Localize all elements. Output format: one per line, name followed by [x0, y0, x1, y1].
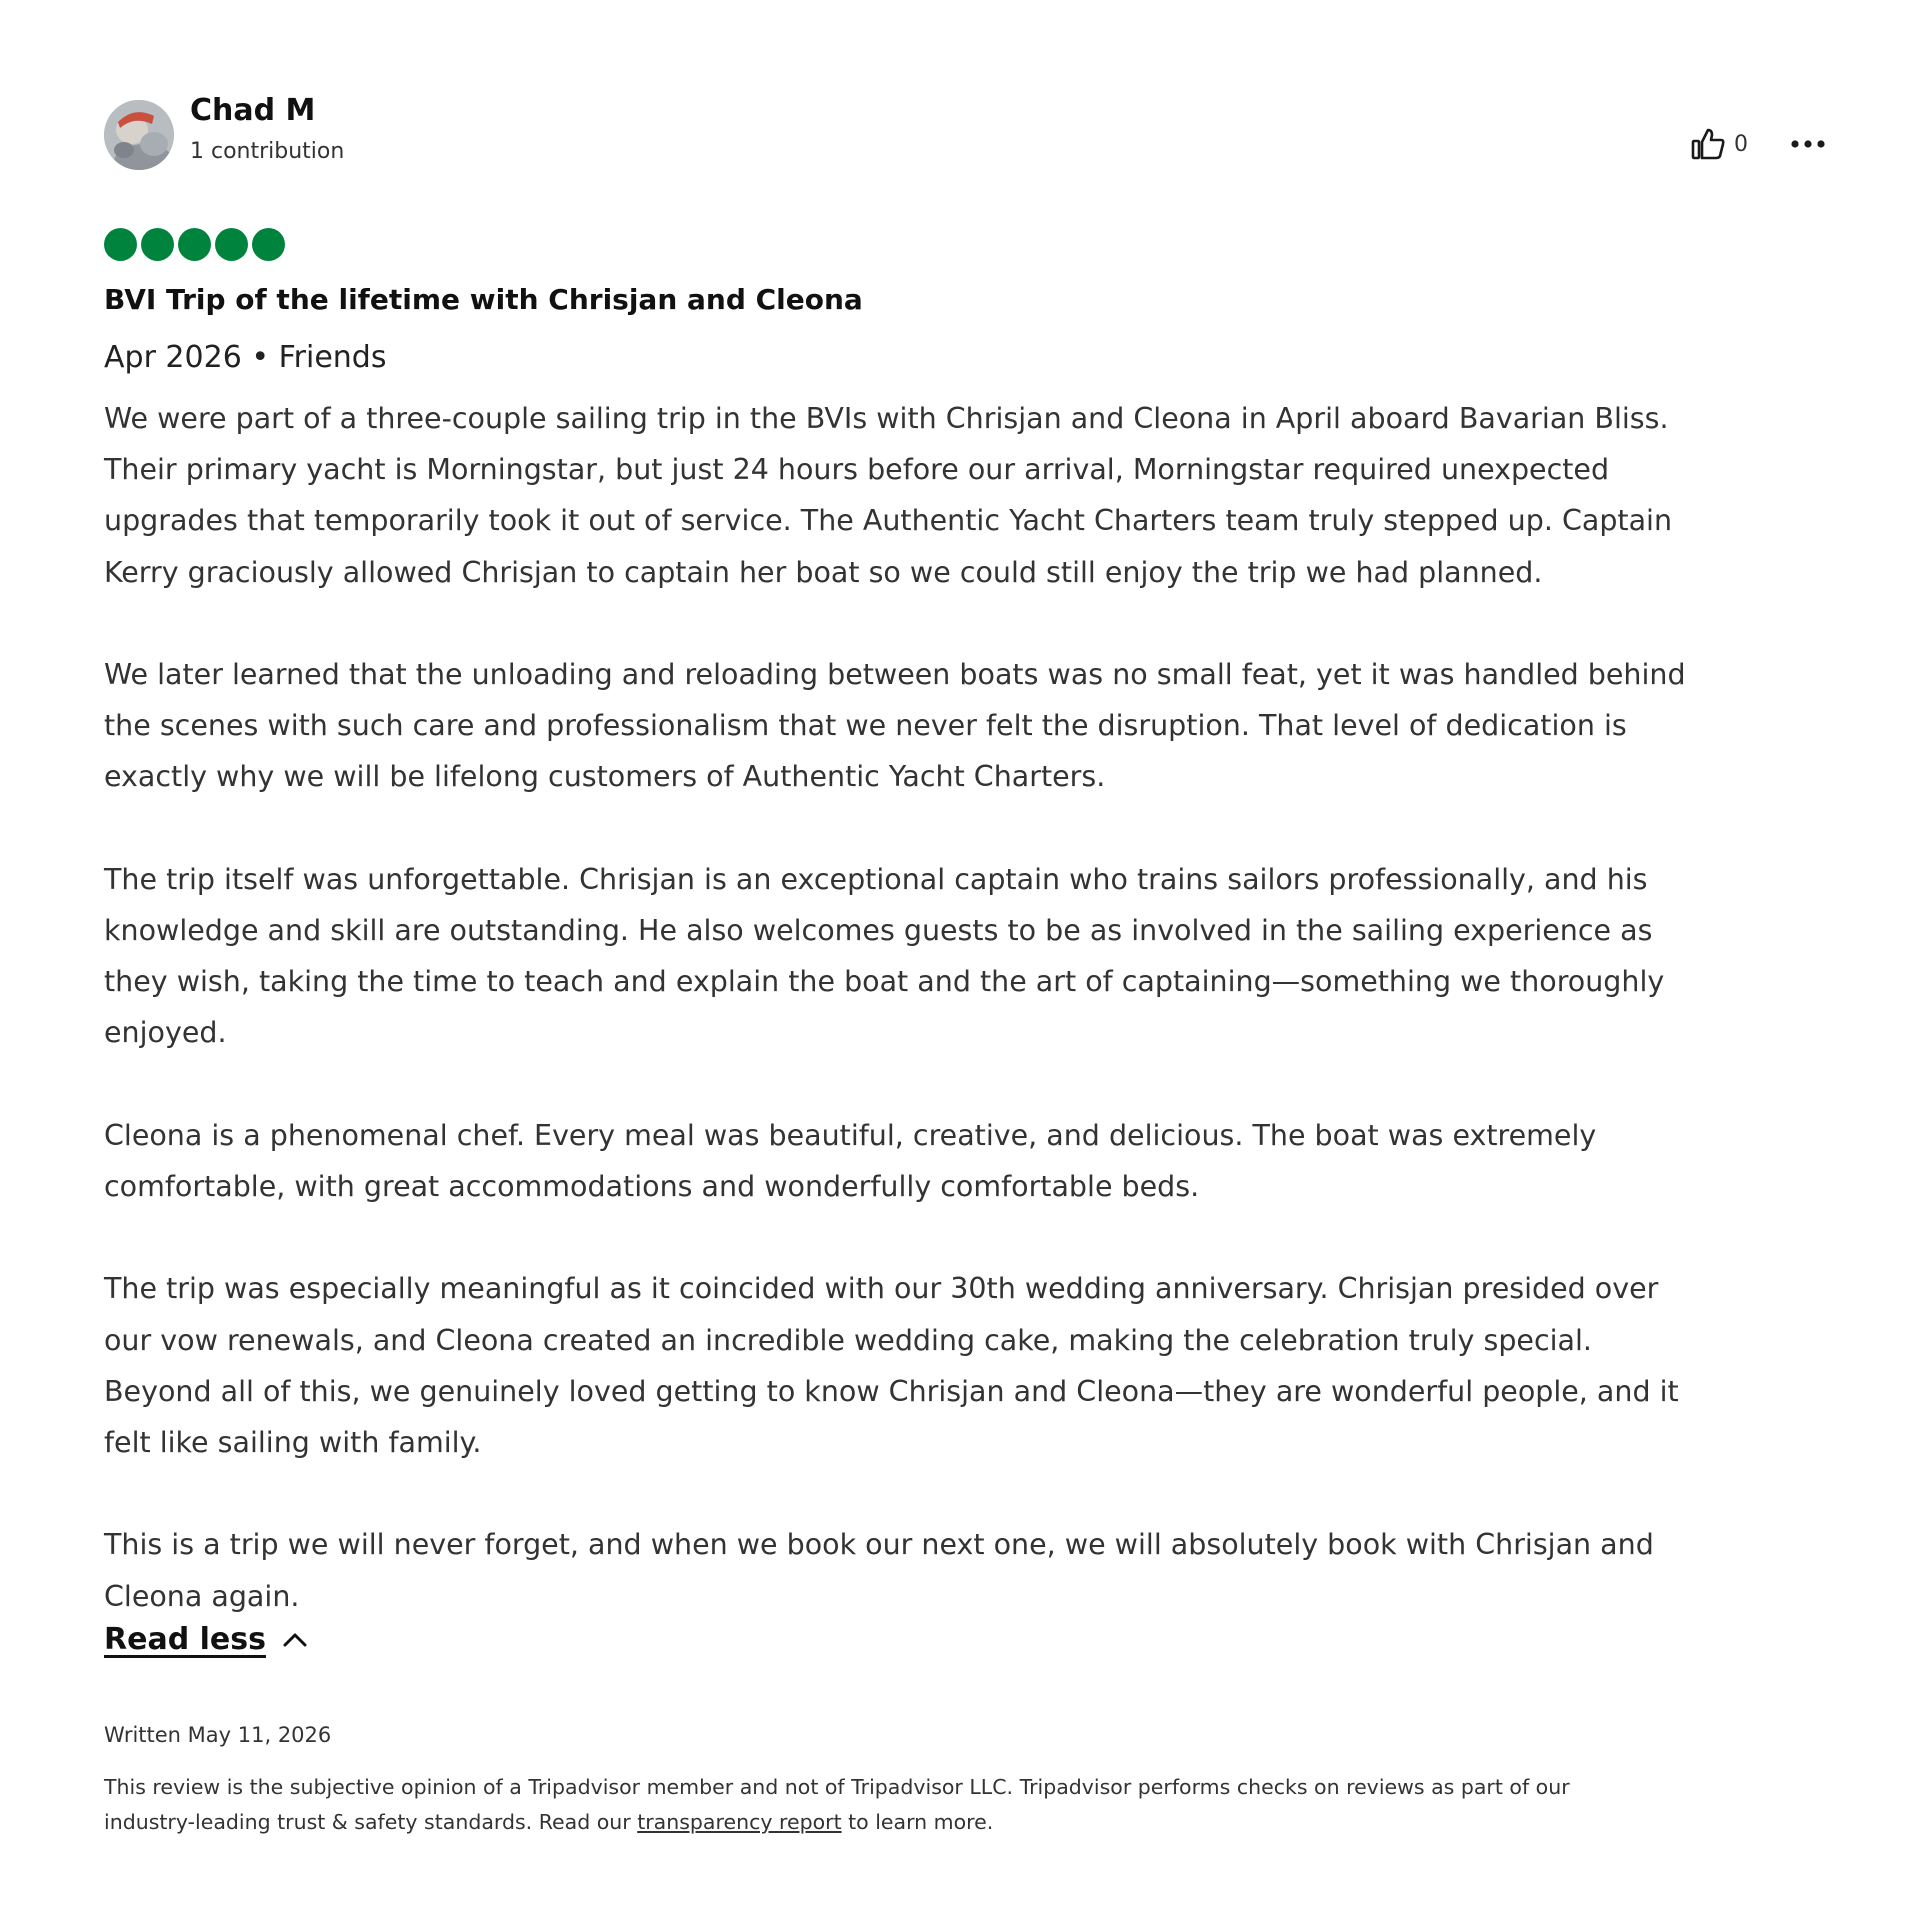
review-line: enjoyed. [104, 1016, 227, 1050]
review-paragraph [104, 1519, 1844, 1621]
review-line: We later learned that the unloading and reloading between boats was no small feat, yet it was handled behind [104, 658, 1686, 691]
disclaimer-line [104, 1805, 1824, 1840]
review-header [104, 92, 1826, 182]
thumbs-up-icon [1690, 126, 1726, 162]
review-paragraph [104, 649, 1844, 803]
review-line: This is a trip we will never forget, and when we book our next one, we will absolutely book with Chrisjan and [104, 1528, 1654, 1562]
review-paragraph [104, 1263, 1844, 1468]
author-name[interactable]: Chad M [190, 93, 316, 128]
read-less-label: Read less [104, 1622, 266, 1657]
review-paragraph [104, 1110, 1844, 1212]
review-line: The trip itself was unforgettable. Chrisjan is an exceptional captain who trains sailors professionally, and his [104, 862, 1648, 896]
review-disclaimer [104, 1770, 1824, 1840]
review-line: comfortable, with great accommodations and wonderfully comfortable beds. [104, 1170, 1200, 1203]
more-options-button[interactable] [1788, 124, 1828, 164]
author-contributions: 1 contribution [190, 139, 345, 164]
helpful-count: 0 [1734, 131, 1748, 157]
helpful-vote-button[interactable] [1690, 124, 1748, 164]
review-line: Beyond all of this, we genuinely loved getting to know Chrisjan and Cleona—they are wonderful people, and it [104, 1374, 1679, 1408]
more-options-icon [1790, 139, 1826, 149]
chevron-up-icon [282, 1632, 308, 1648]
review-line: We were part of a three-couple sailing trip in the BVIs with Chrisjan and Cleona in April aboard Bavarian Bliss. [104, 402, 1669, 435]
review-line: our vow renewals, and Cleona created an incredible wedding cake, making the celebration truly special. [104, 1323, 1592, 1357]
review-paragraph [104, 393, 1844, 598]
avatar[interactable] [104, 100, 174, 170]
review-meta [104, 338, 386, 378]
rating-bubble [252, 228, 285, 261]
review-line: exactly why we will be lifelong customers of Authentic Yacht Charters. [104, 760, 1106, 794]
rating-bubble [141, 228, 174, 261]
review-line: felt like sailing with family. [104, 1426, 482, 1459]
disclaimer-text: to learn more. [841, 1810, 994, 1834]
review-paragraph [104, 854, 1844, 1059]
disclaimer-line: This review is the subjective opinion of a Tripadvisor member and not of Tripadvisor LLC. Tripadvisor performs checks on reviews as part of our [104, 1775, 1570, 1799]
review-line: knowledge and skill are outstanding. He also welcomes guests to be as involved in the sailing experience as [104, 914, 1653, 947]
review-line: Cleona is a phenomenal chef. Every meal was beautiful, creative, and delicious. The boat was extremely [104, 1118, 1597, 1152]
review-title: BVI Trip of the lifetime with Chrisjan and Cleona [104, 283, 863, 316]
rating-bubbles [104, 228, 285, 261]
trip-date: Apr 2026 [104, 340, 242, 375]
review-line: Cleona again. [104, 1579, 300, 1613]
meta-separator: • [251, 340, 270, 375]
rating-bubble [178, 228, 211, 261]
review-line: upgrades that temporarily took it out of service. The Authentic Yacht Charters team truly stepped up. Captain [104, 504, 1673, 538]
read-less-button[interactable] [104, 1620, 308, 1660]
review-line: the scenes with such care and professionalism that we never felt the disruption. That level of dedication is [104, 709, 1627, 743]
rating-bubble [104, 228, 137, 261]
review-line: The trip was especially meaningful as it coincided with our 30th wedding anniversary. Chrisjan presided over [104, 1272, 1659, 1306]
written-date: Written May 11, 2026 [104, 1723, 332, 1747]
transparency-report-link[interactable]: transparency report [637, 1810, 842, 1834]
trip-type: Friends [278, 340, 387, 375]
review-line: Kerry graciously allowed Chrisjan to captain her boat so we could still enjoy the trip we had planned. [104, 555, 1543, 589]
review-line: Their primary yacht is Morningstar, but just 24 hours before our arrival, Morningstar required unexpected [104, 453, 1610, 487]
review-line: they wish, taking the time to teach and explain the boat and the art of captaining—something we thoroughly [104, 965, 1665, 999]
rating-bubble [215, 228, 248, 261]
review-body [104, 393, 1844, 1622]
disclaimer-text: industry-leading trust & safety standards. Read our [104, 1810, 638, 1834]
